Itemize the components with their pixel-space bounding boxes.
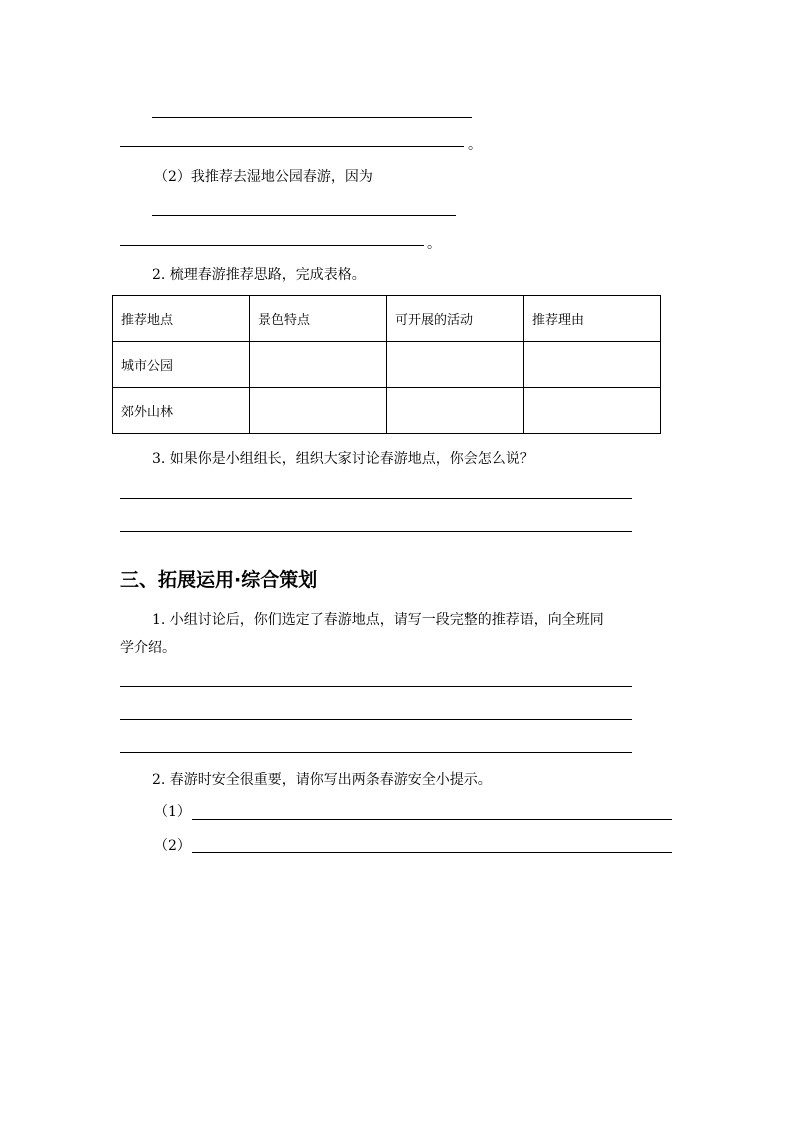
tip-1-answer-line[interactable] xyxy=(192,819,672,820)
tip-2-label: （2） xyxy=(154,838,191,854)
table-header-cell: 推荐理由 xyxy=(524,296,661,342)
table-header-cell: 推荐地点 xyxy=(113,296,250,342)
table-cell-input[interactable] xyxy=(250,342,387,388)
answer-line[interactable] xyxy=(120,531,632,532)
table-cell-input[interactable] xyxy=(524,388,661,434)
table-cell-input[interactable] xyxy=(387,342,524,388)
answer-line[interactable] xyxy=(120,498,632,499)
table-cell: 郊外山林 xyxy=(113,388,250,434)
tip-1-label: （1） xyxy=(154,804,191,820)
table-row xyxy=(113,388,661,434)
answer-line[interactable] xyxy=(120,146,464,147)
end-mark: 。 xyxy=(468,137,482,153)
table-cell-input[interactable] xyxy=(387,388,524,434)
section3-question-1-label: 1. 小组讨论后，你们选定了春游地点，请写一段完整的推荐语，向全班同 xyxy=(152,612,604,628)
table-cell-input[interactable] xyxy=(250,388,387,434)
answer-line[interactable] xyxy=(120,752,632,753)
section-heading: 三、拓展运用·综合策划 xyxy=(120,569,318,591)
answer-line[interactable] xyxy=(120,245,424,246)
answer-line[interactable] xyxy=(152,215,456,216)
answer-line[interactable] xyxy=(152,117,472,118)
question-1-2-label: （2）我推荐去湿地公园春游，因为 xyxy=(154,169,373,185)
table-header-cell: 可开展的活动 xyxy=(387,296,524,342)
table-row xyxy=(113,342,661,388)
table-header-row xyxy=(113,296,661,342)
answer-line[interactable] xyxy=(120,686,632,687)
section3-question-2-label: 2. 春游时安全很重要，请你写出两条春游安全小提示。 xyxy=(152,772,492,788)
section3-question-1-label-cont: 学介绍。 xyxy=(120,640,176,656)
recommendation-table xyxy=(112,295,661,434)
question-3-label: 3. 如果你是小组组长，组织大家讨论春游地点，你会怎么说？ xyxy=(152,451,534,467)
table-cell: 城市公园 xyxy=(113,342,250,388)
table-cell-input[interactable] xyxy=(524,342,661,388)
table-header-cell: 景色特点 xyxy=(250,296,387,342)
question-2-label: 2. 梳理春游推荐思路，完成表格。 xyxy=(152,267,366,283)
tip-2-answer-line[interactable] xyxy=(192,852,672,853)
end-mark: 。 xyxy=(427,236,441,252)
answer-line[interactable] xyxy=(120,719,632,720)
